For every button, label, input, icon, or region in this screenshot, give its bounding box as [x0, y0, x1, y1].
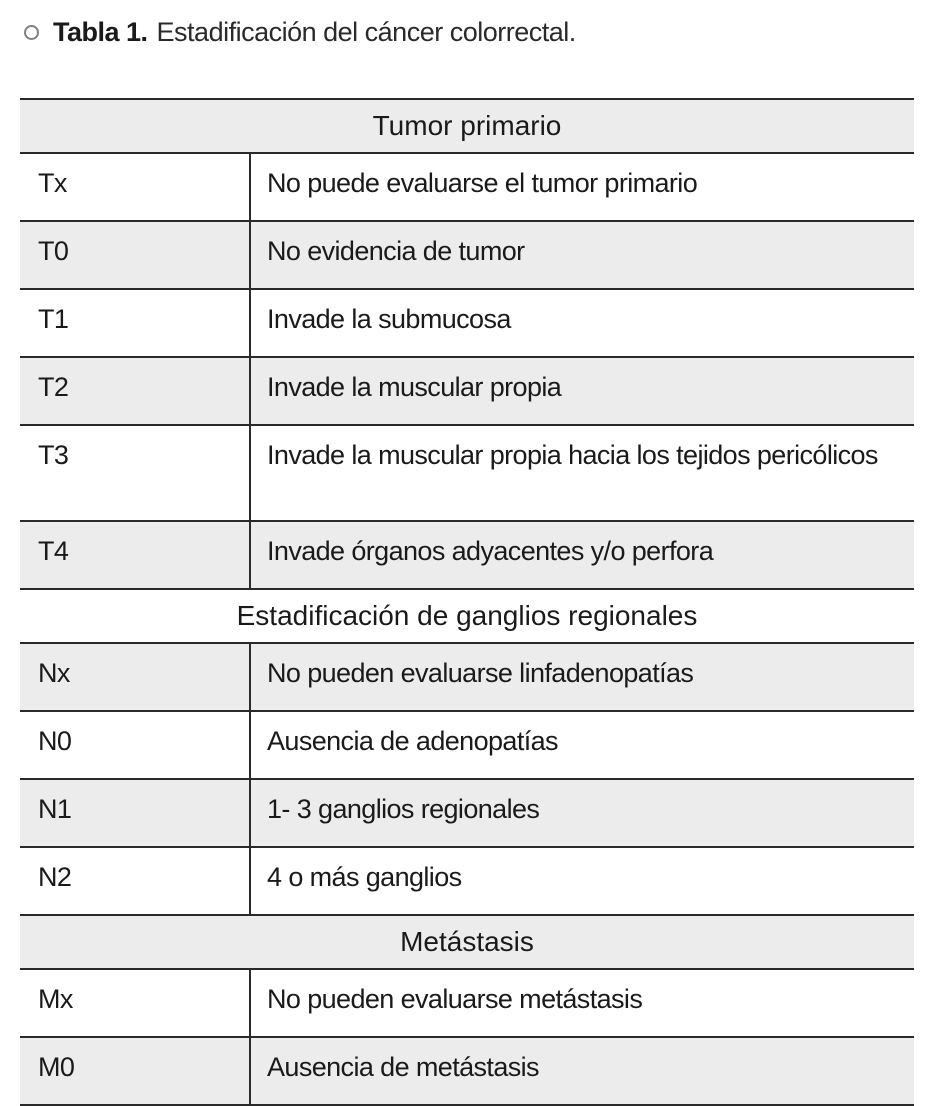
stage-code: N2	[20, 847, 250, 915]
stage-description: No puede evaluarse el tumor primario	[250, 153, 914, 221]
stage-description: 4 o más ganglios	[250, 847, 914, 915]
stage-code: N0	[20, 711, 250, 779]
stage-code: T2	[20, 357, 250, 425]
stage-description: 1- 3 ganglios regionales	[250, 779, 914, 847]
caption-text: Estadificación del cáncer colorrectal.	[156, 16, 576, 47]
table-row	[20, 779, 914, 847]
stage-description: Invade la muscular propia hacia los tejidos pericólicos	[250, 425, 914, 521]
section-title: Metástasis	[20, 915, 914, 969]
section-title: Estadificación de ganglios regionales	[20, 589, 914, 643]
circle-outline-icon	[24, 25, 39, 40]
stage-description: Ausencia de metástasis	[250, 1037, 914, 1105]
table-row	[20, 847, 914, 915]
stage-code: T1	[20, 289, 250, 357]
table-row	[20, 289, 914, 357]
stage-description: No evidencia de tumor	[250, 221, 914, 289]
table-row	[20, 969, 914, 1037]
stage-code: Nx	[20, 643, 250, 711]
section-header-ganglios	[20, 589, 914, 643]
stage-code: T4	[20, 521, 250, 589]
section-header-metastasis	[20, 915, 914, 969]
stage-description: Invade la muscular propia	[250, 357, 914, 425]
table-caption	[24, 12, 576, 52]
stage-code: Mx	[20, 969, 250, 1037]
table-row	[20, 643, 914, 711]
stage-description: Invade órganos adyacentes y/o perfora	[250, 521, 914, 589]
stage-description: Invade la submucosa	[250, 289, 914, 357]
table-row	[20, 357, 914, 425]
stage-code: T0	[20, 221, 250, 289]
stage-description: Ausencia de adenopatías	[250, 711, 914, 779]
staging-table	[20, 98, 914, 1106]
stage-code: N1	[20, 779, 250, 847]
table-row	[20, 521, 914, 589]
table-row	[20, 221, 914, 289]
table-row	[20, 711, 914, 779]
table-row	[20, 1037, 914, 1105]
section-header-tumor-primario	[20, 99, 914, 153]
stage-code: Tx	[20, 153, 250, 221]
section-title: Tumor primario	[20, 99, 914, 153]
stage-description: No pueden evaluarse metástasis	[250, 969, 914, 1037]
stage-code: T3	[20, 425, 250, 521]
stage-code: M0	[20, 1037, 250, 1105]
table-row	[20, 425, 914, 521]
stage-description: No pueden evaluarse linfadenopatías	[250, 643, 914, 711]
table-row	[20, 153, 914, 221]
caption-label: Tabla 1.	[53, 16, 148, 47]
